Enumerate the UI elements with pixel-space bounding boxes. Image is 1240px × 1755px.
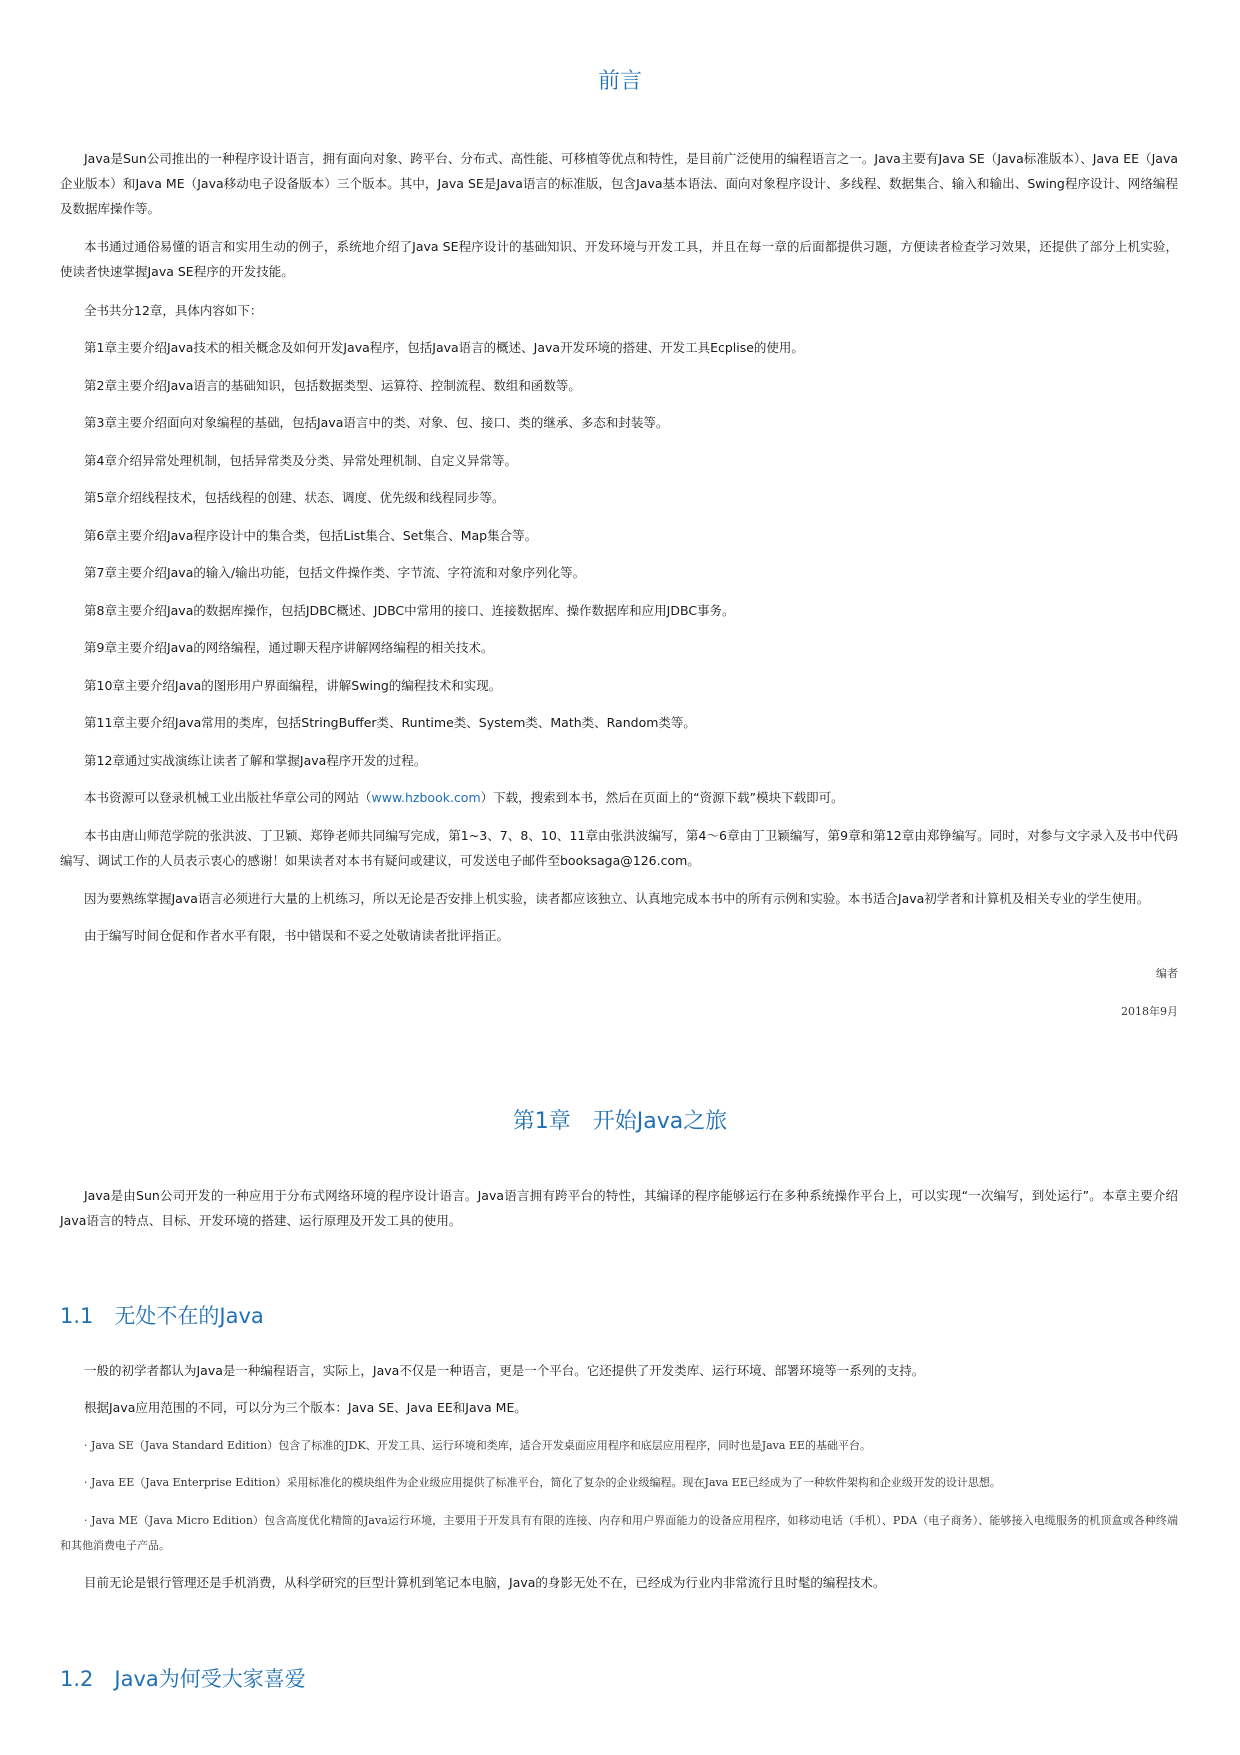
preface-paragraph: 本书通过通俗易懂的语言和实用生动的例子，系统地介绍了Java SE程序设计的基础知识、开发环境与开发工具，并且在每一章的后面都提供习题，方便读者检查学习效果，还提供了部分上机实验，使读者快速掌握Java SE程序的开发技能。	[60, 239, 1178, 279]
edition-bullet: · Java EE（Java Enterprise Edition）采用标准化的模块组件为企业级应用提供了标准平台，简化了复杂的企业级编程。现在Java EE已经成为了一种软件架构和企业级开发的设计思想。	[84, 1476, 1001, 1489]
hzbook-link[interactable]: www.hzbook.com	[371, 790, 481, 805]
author-signature: 编者	[1156, 967, 1178, 980]
section-paragraph: 根据Java应用范围的不同，可以分为三个版本：Java SE、Java EE和Java ME。	[84, 1400, 527, 1415]
chapter-summary: 第10章主要介绍Java的图形用户界面编程，讲解Swing的编程技术和实现。	[84, 678, 502, 693]
resource-suffix: ）下载，搜索到本书，然后在页面上的“资源下载”模块下载即可。	[480, 790, 844, 805]
preface-date: 2018年9月	[1121, 1005, 1178, 1018]
chapter-summary: 第1章主要介绍Java技术的相关概念及如何开发Java程序，包括Java语言的概述、Java开发环境的搭建、开发工具Ecplise的使用。	[84, 340, 804, 355]
chapter-title: 第1章 开始Java之旅	[512, 1109, 728, 1134]
section-paragraph: 一般的初学者都认为Java是一种编程语言，实际上，Java不仅是一种语言，更是一个平台。它还提供了开发类库、运行环境、部署环境等一系列的支持。	[84, 1363, 925, 1378]
chapter-summary: 第3章主要介绍面向对象编程的基础，包括Java语言中的类、对象、包、接口、类的继承、多态和封装等。	[84, 415, 669, 430]
chapter-summary: 第5章介绍线程技术，包括线程的创建、状态、调度、优先级和线程同步等。	[84, 490, 505, 505]
resource-prefix: 本书资源可以登录机械工业出版社华章公司的网站（	[84, 790, 372, 805]
chapter-summary: 第2章主要介绍Java语言的基础知识，包括数据类型、运算符、控制流程、数组和函数等。	[84, 378, 581, 393]
chapter-summary: 第11章主要介绍Java常用的类库，包括StringBuffer类、Runtime类、System类、Math类、Random类等。	[84, 715, 696, 730]
edition-bullet: · Java SE（Java Standard Edition）包含了标准的JDK、开发工具、运行环境和类库，适合开发桌面应用程序和底层应用程序，同时也是Java EE的基础平台。	[84, 1439, 872, 1452]
chapter-summary: 第9章主要介绍Java的网络编程，通过聊天程序讲解网络编程的相关技术。	[84, 640, 494, 655]
chapter-summary: 第12章通过实战演练让读者了解和掌握Java程序开发的过程。	[84, 753, 427, 768]
chapter-summary: 第6章主要介绍Java程序设计中的集合类，包括List集合、Set集合、Map集合等。	[84, 528, 538, 543]
preface-paragraph: Java是Sun公司推出的一种程序设计语言，拥有面向对象、跨平台、分布式、高性能、可移植等优点和特性，是目前广泛使用的编程语言之一。Java主要有Java SE（Java标准版本）、Java EE（Java企业版本）和Java ME（Java移动电子设备版本）三个版本。其中，Java SE是Java语言的标准版，包含Java基本语法、面向对象程序设计、多线程、数据集合、输入和输出、Swing程序设计、网络编程及数据库操作等。	[60, 151, 1178, 216]
preface-paragraph: 由于编写时间仓促和作者水平有限，书中错误和不妥之处敬请读者批评指正。	[84, 928, 510, 943]
section-paragraph: 目前无论是银行管理还是手机消费，从科学研究的巨型计算机到笔记本电脑，Java的身影无处不在，已经成为行业内非常流行且时髦的编程技术。	[84, 1575, 886, 1590]
preface-title: 前言	[597, 69, 642, 94]
chapter-summary: 第7章主要介绍Java的输入/输出功能，包括文件操作类、字节流、字符流和对象序列化等。	[84, 565, 586, 580]
section-title: 1.2 Java为何受大家喜爱	[60, 1667, 306, 1691]
chapter-summary: 第4章介绍异常处理机制，包括异常类及分类、异常处理机制、自定义异常等。	[84, 453, 517, 468]
preface-paragraph: 因为要熟练掌握Java语言必须进行大量的上机练习，所以无论是否安排上机实验，读者都应该独立、认真地完成本书中的所有示例和实验。本书适合Java初学者和计算机及相关专业的学生使用。	[84, 891, 1150, 906]
edition-bullet: · Java ME（Java Micro Edition）包含高度优化精简的Java运行环境，主要用于开发具有有限的连接、内存和用户界面能力的设备应用程序，如移动电话（手机）、PDA（电子商务）、能够接入电缆服务的机顶盒或各种终端和其他消费电子产品。	[60, 1514, 1178, 1552]
chapter-summary: 第8章主要介绍Java的数据库操作，包括JDBC概述、JDBC中常用的接口、连接数据库、操作数据库和应用JDBC事务。	[84, 603, 735, 618]
chapter-intro: Java是由Sun公司开发的一种应用于分布式网络环境的程序设计语言。Java语言拥有跨平台的特性，其编译的程序能够运行在多种系统操作平台上，可以实现“一次编写，到处运行”。本章主要介绍Java语言的特点、目标、开发环境的搭建、运行原理及开发工具的使用。	[60, 1188, 1178, 1228]
resource-paragraph	[60, 785, 1178, 810]
preface-paragraph: 本书由唐山师范学院的张洪波、丁卫颖、郑铮老师共同编写完成，第1~3、7、8、10、11章由张洪波编写，第4～6章由丁卫颖编写，第9章和第12章由郑铮编写。同时，对参与文字录入及书中代码编写、调试工作的人员表示衷心的感谢！如果读者对本书有疑问或建议，可发送电子邮件至booksaga@126.com。	[60, 828, 1178, 868]
section-title: 1.1 无处不在的Java	[60, 1304, 264, 1328]
preface-paragraph: 全书共分12章，具体内容如下：	[84, 303, 263, 318]
